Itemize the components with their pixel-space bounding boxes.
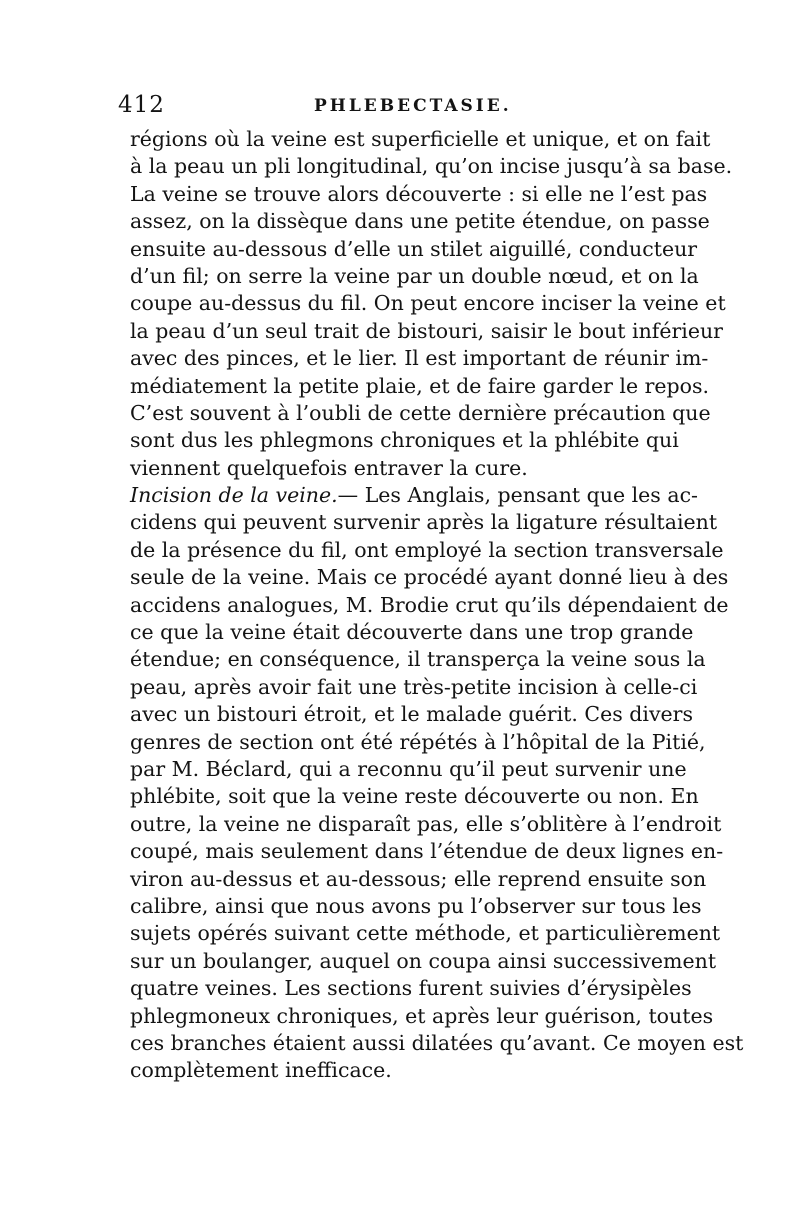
- text-line: phlegmoneux chroniques, et après leur guérison, toutes: [130, 1003, 714, 1028]
- text-line: C’est souvent à l’oubli de cette dernière précaution que: [130, 400, 711, 425]
- text-line: à la peau un pli longitudinal, qu’on incise jusqu’à sa base.: [130, 154, 733, 179]
- text-line: viennent quelquefois entraver la cure.: [130, 455, 528, 480]
- body-text: [130, 126, 744, 1085]
- page-number: 412: [118, 92, 165, 118]
- text-line: d’un fil; on serre la veine par un double nœud, et on la: [130, 263, 699, 288]
- text-line: étendue; en conséquence, il transperça la veine sous la: [130, 647, 706, 672]
- heading-line-rest: — Les Anglais, pensant que les ac-: [337, 483, 698, 508]
- text-line: par M. Béclard, qui a reconnu qu’il peut survenir une: [130, 756, 687, 781]
- text-line: avec un bistouri étroit, et le malade guérit. Ces divers: [130, 702, 693, 727]
- text-line: ce que la veine était découverte dans une trop grande: [130, 620, 694, 645]
- paragraph-2: [130, 482, 744, 1085]
- text-line: ensuite au-dessous d’elle un stilet aiguillé, conducteur: [130, 236, 698, 261]
- text-line: médiatement la petite plaie, et de faire garder le repos.: [130, 373, 710, 398]
- section-heading: Incision de la veine.: [130, 483, 338, 508]
- text-line: accidens analogues, M. Brodie crut qu’ils dépendaient de: [130, 592, 729, 617]
- text-line: seule de la veine. Mais ce procédé ayant donné lieu à des: [130, 565, 729, 590]
- text-line: quatre veines. Les sections furent suivies d’érysipèles: [130, 976, 692, 1001]
- text-line: cidens qui peuvent survenir après la ligature résultaient: [130, 510, 718, 535]
- text-line: assez, on la dissèque dans une petite étendue, on passe: [130, 209, 710, 234]
- text-line: sur un boulanger, auquel on coupa ainsi successivement: [130, 948, 717, 973]
- text-line: régions où la veine est superficielle et unique, et on fait: [130, 127, 711, 151]
- text-line: complètement inefficace.: [130, 1058, 392, 1083]
- text-line: de la présence du fil, ont employé la section transversale: [130, 537, 724, 562]
- text-line: ces branches étaient aussi dilatées qu’avant. Ce moyen est: [130, 1030, 744, 1055]
- text-line: [130, 482, 698, 509]
- text-line: la peau d’un seul trait de bistouri, saisir le bout inférieur: [130, 318, 723, 343]
- text-line: genres de section ont été répétés à l’hôpital de la Pitié,: [130, 729, 706, 754]
- text-line: sujets opérés suivant cette méthode, et particulièrement: [130, 921, 721, 946]
- text-line: coupe au-dessus du fil. On peut encore inciser la veine et: [130, 291, 726, 316]
- text-line: calibre, ainsi que nous avons pu l’observer sur tous les: [130, 893, 702, 918]
- text-line: phlébite, soit que la veine reste découverte ou non. En: [130, 784, 699, 809]
- running-title: PHLEBECTASIE.: [314, 96, 512, 116]
- text-line: viron au-dessus et au-dessous; elle reprend ensuite son: [130, 866, 707, 891]
- text-line: sont dus les phlegmons chroniques et la phlébite qui: [130, 428, 679, 453]
- paragraph-1: [130, 126, 733, 482]
- text-line: peau, après avoir fait une très-petite incision à celle-ci: [130, 674, 698, 699]
- text-line: outre, la veine ne disparaît pas, elle s’oblitère à l’endroit: [130, 811, 722, 836]
- text-line: La veine se trouve alors découverte : si elle ne l’est pas: [130, 181, 708, 206]
- text-line: coupé, mais seulement dans l’étendue de deux lignes en-: [130, 839, 724, 864]
- page-header: [118, 92, 678, 120]
- text-line: avec des pinces, et le lier. Il est important de réunir im-: [130, 346, 709, 371]
